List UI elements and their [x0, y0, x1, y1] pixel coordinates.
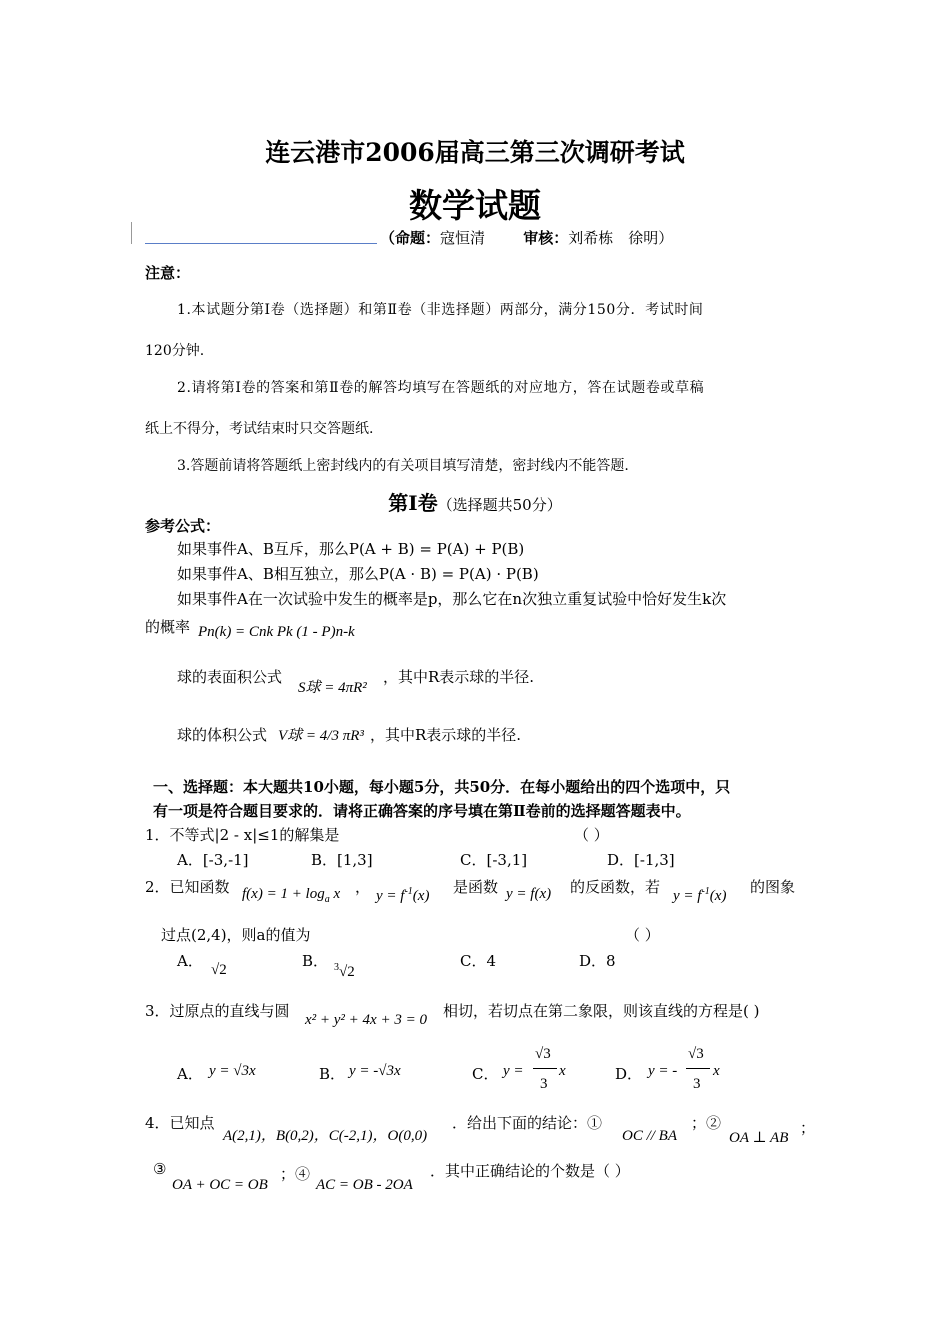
q3-circle-equation: x² + y² + 4x + 3 = 0	[305, 1012, 427, 1028]
q2-stem-line2: 过点(2,4)，则a的值为	[161, 926, 311, 944]
q2-option-a: A．	[177, 952, 203, 970]
sphere-surface-prefix: 球的表面积公式	[177, 668, 283, 686]
q4-conclusion-3-mark: ③	[153, 1160, 167, 1178]
q3-option-a: y = √3x	[209, 1063, 256, 1079]
q3-option-a-label: A．	[177, 1065, 203, 1083]
formula-bernoulli-label: 的概率	[145, 618, 191, 636]
q1-answer-paren: （ ）	[574, 826, 609, 844]
q3-stem-start: 3．过原点的直线与圆	[145, 1002, 290, 1020]
q4-conclusion-1: OC // BA	[622, 1128, 677, 1144]
q2-stem-tail: 的图象	[750, 878, 796, 896]
q1-option-b: B．[1,3]	[311, 851, 373, 869]
formula-mutually-exclusive: 如果事件A、B互斥，那么P(A + B) = P(A) + P(B)	[177, 540, 525, 558]
subject-title: 数学试题	[409, 186, 541, 225]
q2-option-b-value: $^3$√2	[334, 962, 355, 980]
q4-conclusion-4: AC = OB - 2OA	[316, 1177, 413, 1193]
q2-comma: ，	[355, 878, 371, 896]
reviewer-label: 审核：	[523, 229, 569, 247]
q3-option-c-fraction-bar	[533, 1068, 557, 1069]
notice-item2-line1: 2.请将第Ⅰ卷的答案和第Ⅱ卷的解答均填写在答题纸的对应地方，答在试题卷或草稿	[177, 380, 705, 396]
q3-option-d-numerator: √3	[688, 1046, 704, 1062]
q4-stem-start: 4．已知点	[145, 1114, 215, 1132]
q3-option-d-lhs: y = -	[648, 1063, 678, 1079]
part1-instruction-line1: 一、选择题：本大题共10小题，每小题5分，共50分．在每小题给出的四个选项中，只	[153, 778, 731, 796]
q3-option-c-lhs: y =	[503, 1063, 524, 1079]
q4-stem-tail: ．其中正确结论的个数是（ ）	[430, 1162, 630, 1180]
setter-label: （命题：	[380, 229, 441, 247]
formula-bernoulli: Pn(k) = Cnk Pk (1 - P)n-k	[198, 624, 355, 640]
q3-option-b: y = -√3x	[349, 1063, 401, 1079]
q2-option-a-value: √2	[211, 962, 227, 978]
notice-heading: 注意：	[145, 264, 191, 282]
q3-option-c-x: x	[559, 1063, 566, 1079]
sphere-volume-formula: V球 = 4/3 πR³	[278, 728, 364, 744]
q3-option-b-label: B．	[319, 1065, 346, 1083]
header-underline	[145, 243, 377, 244]
authors-line	[380, 227, 673, 248]
q3-option-d-x: x	[713, 1063, 720, 1079]
q2-stem-mid: 是函数	[453, 878, 499, 896]
q4-separator-3: ；④	[280, 1165, 311, 1183]
section1-title: 第Ⅰ卷	[388, 491, 438, 515]
q4-separator-2: ；	[800, 1119, 816, 1137]
q3-option-d-denominator: 3	[693, 1076, 701, 1092]
part1-instruction-line2: 有一项是符合题目要求的．请将正确答案的序号填在第Ⅱ卷前的选择题答题表中。	[153, 802, 691, 820]
sphere-volume-prefix: 球的体积公式	[177, 726, 268, 744]
q4-separator-1: ；②	[691, 1114, 722, 1132]
q2-option-c: C．4	[460, 952, 497, 970]
q2-answer-paren: （ ）	[625, 926, 660, 944]
q2-function-y: y = f(x)	[506, 886, 552, 902]
q3-option-c-numerator: √3	[535, 1046, 551, 1062]
reviewer-names: 刘希栋 徐明）	[568, 229, 674, 247]
q1-stem: 1．不等式|2 - x|≤1的解集是	[145, 826, 340, 844]
q2-stem-mid2: 的反函数，若	[570, 878, 661, 896]
q3-option-d-fraction-bar	[686, 1068, 710, 1069]
q1-option-d: D．[-1,3]	[607, 851, 675, 869]
q2-function-f: $f(x) = 1 + \log_a x$	[242, 886, 341, 905]
q4-stem-mid: ．给出下面的结论：①	[452, 1114, 603, 1132]
q1-option-c: C．[-3,1]	[460, 851, 528, 869]
exam-title: 连云港市2006届高三第三次调研考试	[265, 138, 685, 167]
formula-independent: 如果事件A、B相互独立，那么P(A · B) = P(A) · P(B)	[177, 565, 539, 583]
notice-item3: 3.答题前请将答题纸上密封线内的有关项目填写清楚，密封线内不能答题.	[177, 458, 629, 474]
sphere-surface-suffix: ，其中R表示球的半径.	[383, 668, 535, 686]
q2-inverse-function: $y = f^{-1}(x)$	[376, 886, 430, 904]
q2-stem-start: 2．已知函数	[145, 878, 230, 896]
section1-note: （选择题共50分）	[437, 496, 562, 514]
notice-item1-line1: 1.本试题分第Ⅰ卷（选择题）和第Ⅱ卷（非选择题）两部分，满分150分．考试时间	[177, 302, 704, 318]
q2-option-b: B．	[302, 952, 329, 970]
q4-conclusion-3: OA + OC = OB	[172, 1177, 268, 1193]
sphere-volume-suffix: ，其中R表示球的半径.	[370, 726, 522, 744]
q3-stem-end: 相切，若切点在第二象限，则该直线的方程是( )	[443, 1002, 760, 1020]
q4-points: A(2,1)，B(0,2)，C(-2,1)，O(0,0)	[223, 1128, 428, 1144]
formulas-heading: 参考公式：	[145, 517, 221, 535]
q3-option-d-label: D．	[615, 1065, 643, 1083]
q2-option-d: D．8	[579, 952, 616, 970]
q2-inverse-function-2: $y = f^{-1}(x)$	[673, 886, 727, 904]
q3-option-c-denominator: 3	[540, 1076, 548, 1092]
formula-bernoulli-line1: 如果事件A在一次试验中发生的概率是p，那么它在n次独立重复试验中恰好发生k次	[177, 590, 727, 608]
notice-item2-line2: 纸上不得分，考试结束时只交答题纸.	[145, 421, 374, 437]
notice-item1-line2: 120分钟.	[145, 343, 205, 359]
setter-name: 寇恒清	[440, 229, 486, 247]
section1-heading	[0, 487, 950, 516]
margin-mark	[131, 222, 132, 244]
q3-option-c-label: C．	[472, 1065, 499, 1083]
q1-option-a: A．[-3,-1]	[177, 851, 249, 869]
q4-conclusion-2: OA ⊥ AB	[729, 1130, 789, 1146]
sphere-surface-formula: S球 = 4πR²	[298, 680, 367, 696]
